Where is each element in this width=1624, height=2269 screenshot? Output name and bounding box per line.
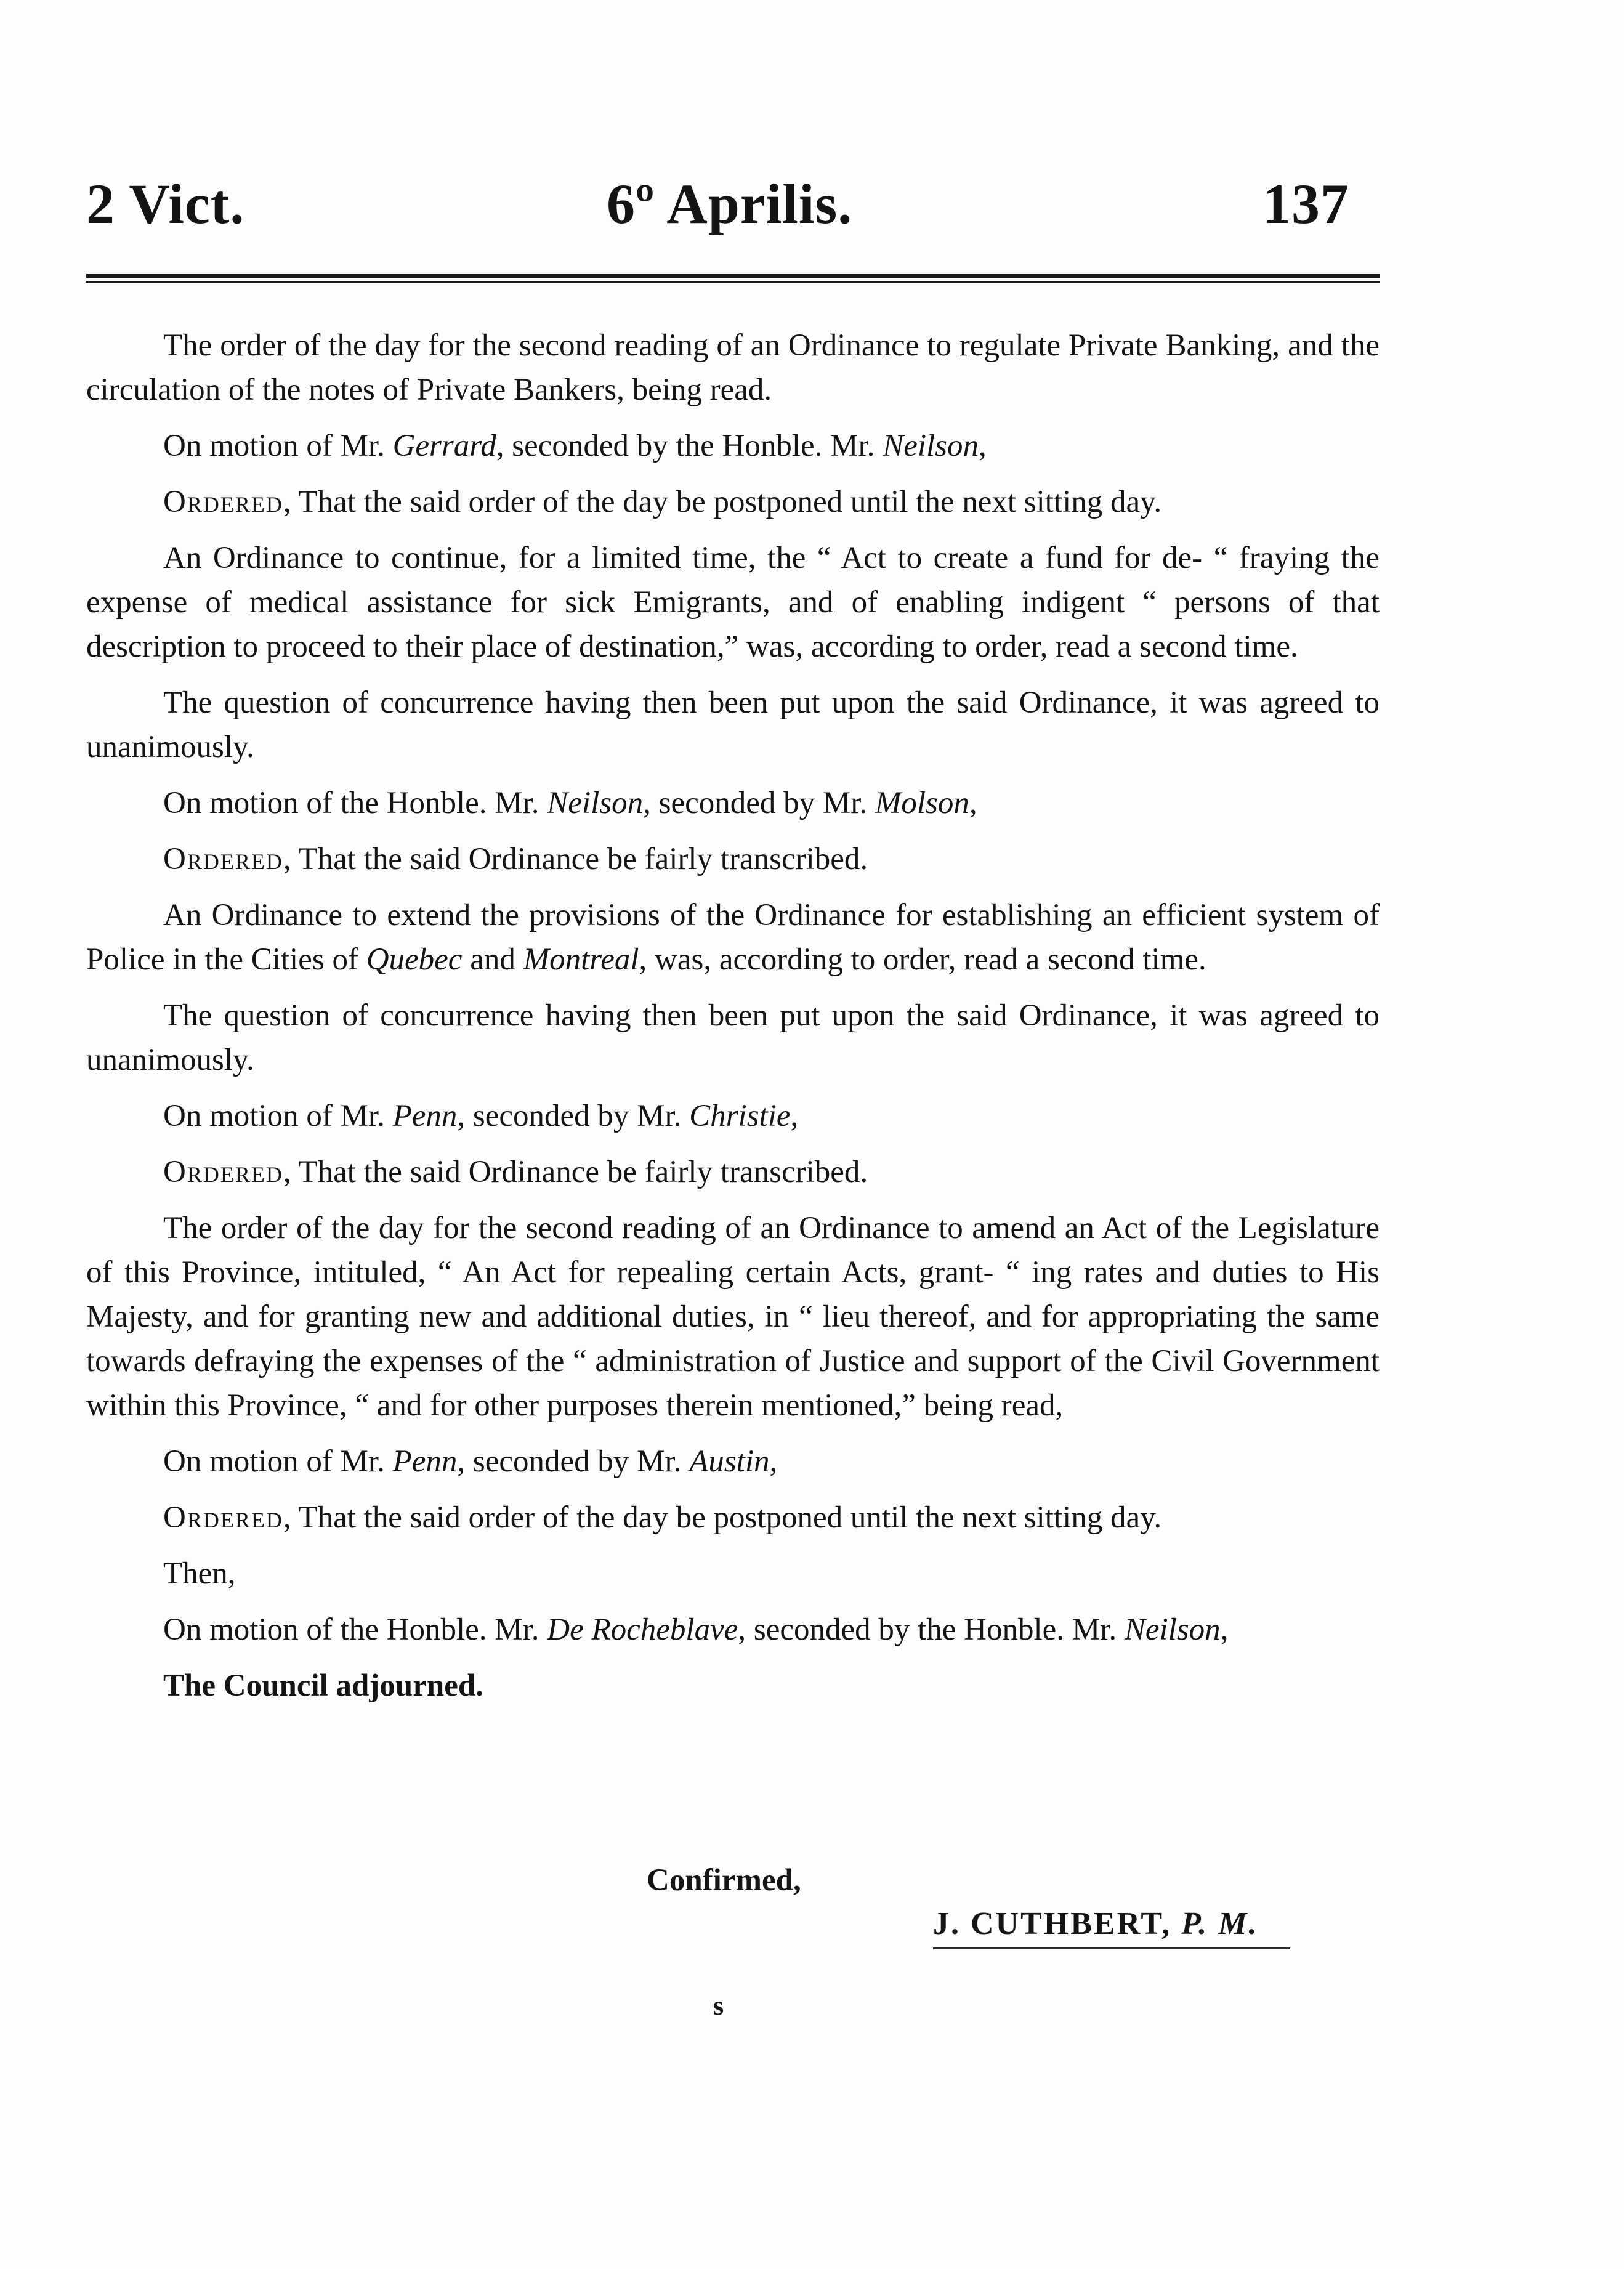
paragraph-emigrants-ordinance: An Ordinance to continue, for a limited time, the “ Act to create a fund for de- “ fraying the expense of medical assistance for sick Emigrants, and of enabling indigent “ persons of that description to proceed to their place of destination,” was, according to order, read a second time. bbox=[86, 541, 1380, 664]
header-page-number: 137 bbox=[1262, 172, 1349, 235]
member-name: De Rocheblave bbox=[547, 1612, 738, 1647]
paragraph-motion-adjourn: On motion of the Honble. Mr. De Rocheblave, seconded by the Honble. Mr. Neilson, bbox=[163, 1612, 1229, 1647]
paragraph-motion-penn-austin: On motion of Mr. Penn, seconded by Mr. Austin, bbox=[163, 1444, 778, 1479]
ordered-label: Ordered bbox=[163, 842, 283, 876]
paragraph-then: Then, bbox=[163, 1556, 236, 1591]
member-name: Gerrard bbox=[392, 429, 496, 463]
ordered-label: Ordered bbox=[163, 1500, 283, 1535]
paragraph-council-adjourned: The Council adjourned. bbox=[163, 1668, 484, 1703]
confirmed-label: Confirmed, bbox=[647, 1863, 801, 1898]
paragraph-concurrence: The question of concurrence having then been put upon the said Ordinance, it was agreed to unanimously. bbox=[86, 686, 1380, 764]
paragraph-ordered-transcribed: Ordered, That the said Ordinance be fairly transcribed. bbox=[163, 1155, 868, 1189]
signature-mark-letter: s bbox=[713, 1991, 724, 2021]
signature-underline bbox=[933, 1947, 1290, 1949]
document-body bbox=[86, 323, 1380, 1720]
member-name: Neilson bbox=[1124, 1612, 1221, 1647]
paragraph-motion-penn: On motion of Mr. Penn, seconded by Mr. Christie, bbox=[163, 1099, 799, 1133]
city-name: Montreal bbox=[523, 942, 639, 977]
header-rule bbox=[86, 274, 1380, 278]
signature-title: P. M. bbox=[1181, 1906, 1259, 1941]
member-name: Christie bbox=[689, 1099, 791, 1133]
header-date: 6º Aprilis. bbox=[607, 172, 853, 235]
ordered-label: Ordered bbox=[163, 1155, 283, 1189]
member-name: Neilson bbox=[547, 786, 644, 820]
signature-block bbox=[933, 1908, 1258, 1940]
paragraph-concurrence: The question of concurrence having then been put upon the said Ordinance, it was agreed to unanimously. bbox=[86, 998, 1380, 1077]
paragraph-ordered-postponed: Ordered, That the said order of the day be postponed until the next sitting day. bbox=[163, 1500, 1162, 1535]
paragraph-private-banking: The order of the day for the second reading of an Ordinance to regulate Private Banking, and the circulation of the notes of Private Bankers, being read. bbox=[86, 328, 1380, 407]
header-rule-thin bbox=[86, 281, 1380, 283]
member-name: Neilson bbox=[883, 429, 979, 463]
header-regnal-year: 2 Vict. bbox=[86, 172, 245, 235]
member-name: Austin bbox=[689, 1444, 770, 1479]
paragraph-motion-neilson: On motion of the Honble. Mr. Neilson, seconded by Mr. Molson, bbox=[163, 786, 977, 820]
member-name: Penn bbox=[392, 1444, 458, 1479]
paragraph-amend-act: The order of the day for the second reading of an Ordinance to amend an Act of the Legislature of this Province, intituled, “ An Act for repealing certain Acts, grant- “ ing rates and duties to His Majesty, and for granting new and additional duties, in “ lieu thereof, and for appropriating the same towards defraying the expenses of the “ administration of Justice and support of the Civil Government within this Province, “ and for other purposes therein mentioned,” being read, bbox=[86, 1211, 1380, 1423]
paragraph-ordered-transcribed: Ordered, That the said Ordinance be fairly transcribed. bbox=[163, 842, 868, 876]
signature-name: J. CUTHBERT, bbox=[933, 1906, 1182, 1941]
ordered-label: Ordered bbox=[163, 485, 283, 519]
city-name: Quebec bbox=[366, 942, 463, 977]
paragraph-police-ordinance: An Ordinance to extend the provisions of the Ordinance for establishing an efficient system of Police in the Cities of Quebec and Montreal, was, according to order, read a second time. bbox=[86, 898, 1380, 977]
member-name: Penn bbox=[392, 1099, 458, 1133]
paragraph-ordered-postponed: Ordered, That the said order of the day be postponed until the next sitting day. bbox=[163, 485, 1162, 519]
paragraph-motion-gerrard: On motion of Mr. Gerrard, seconded by the Honble. Mr. Neilson, bbox=[163, 429, 987, 463]
member-name: Molson bbox=[875, 786, 969, 820]
